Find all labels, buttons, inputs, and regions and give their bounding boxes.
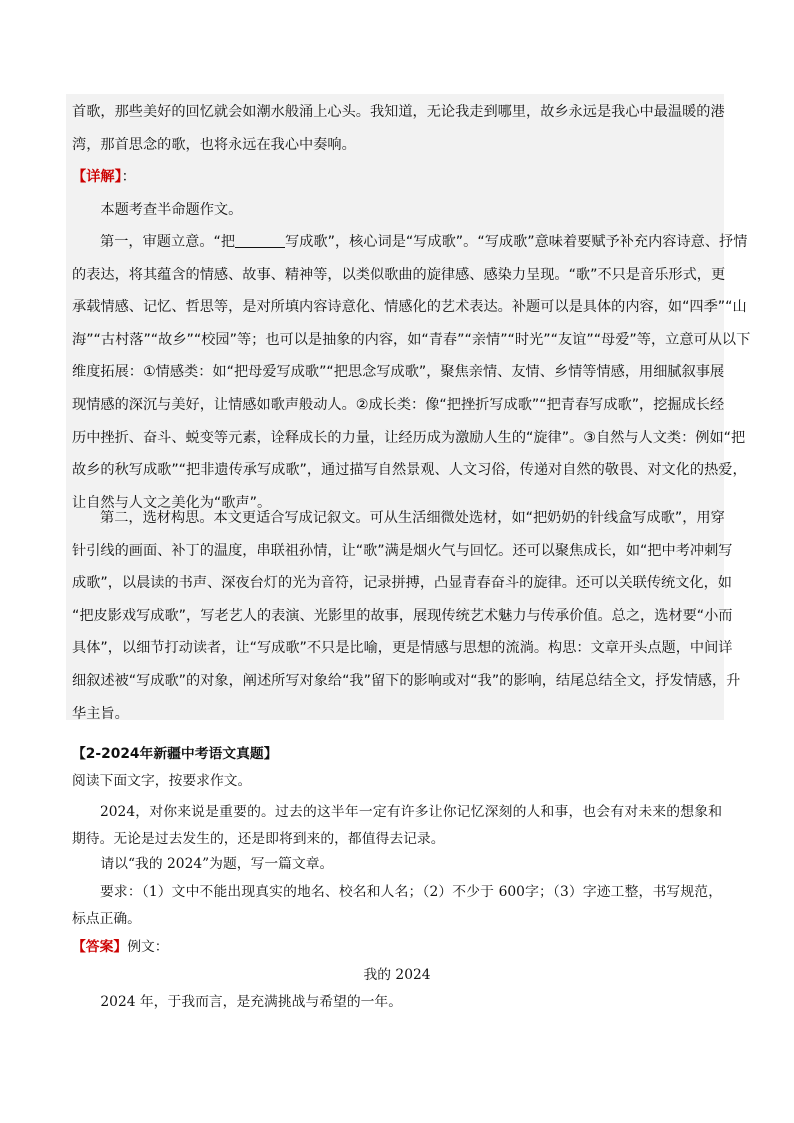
text-line: 本题考查半命题作文。 (100, 202, 243, 218)
text-line: 具体”，以细节打动读者，让“写成歌”不只是比喻，更是情感与思想的流淌。构思：文章开头点题，中间详 (72, 640, 733, 657)
essay-first-line: 2024 年，于我而言，是充满挑战与希望的一年。 (100, 994, 403, 1010)
text-line: 首歌，那些美好的回忆就会如潮水般涌上心头。我知道，无论我走到哪里，故乡永远是我心中最温暖的港 (72, 104, 725, 120)
text-line: 华主旨。 (72, 705, 129, 722)
answer-label: 【答案】 (72, 939, 128, 955)
detail-label: 【详解】 (72, 169, 122, 185)
text-line: 故乡的秋写成歌”“把非遗传承写成歌”，通过描写自然景观、人文习俗，传递对自然的敬畏、对文化的热爱， (72, 462, 747, 479)
analysis-paragraph-1 (72, 194, 722, 227)
detail-heading (72, 161, 722, 194)
answer-text: 例文： (127, 939, 169, 955)
text-line: 现情感的深沉与美好，让情感如歌声般动人。②成长类：像“把挫折写成歌”“把青春写成歌”，挖掘成长经 (72, 396, 725, 413)
text-line: 针引线的画面、补丁的温度，串联祖孙情，让“歌”满是烟火气与回忆。还可以聚焦成长，如“把中考冲刺写 (72, 542, 733, 559)
text-line: 细叙述被“写成歌”的对象，阐述所写对象给“我”留下的影响或对“我”的影响，结尾总结全文，抒发情感，升 (72, 672, 741, 689)
answer-heading (72, 934, 722, 961)
text-line: 第二，选材构思。本文更适合写成记叙文。可从生活细微处选材，如“把奶奶的针线盒写成歌”，用穿 (100, 510, 725, 526)
text-line: 第一，审题立意。“把 写成歌”，核心词是“写成歌”。“写成歌”意味着要赋予补充内容诗意、抒情 (100, 234, 748, 250)
text-line: 期待。无论是过去发生的，还是即将到来的，都值得去记录。 (72, 830, 445, 847)
text-line: “把皮影戏写成歌”，写老艺人的表演、光影里的故事，展现传统艺术魅力与传承价值。总之，选材要“小而 (72, 607, 733, 624)
text-line: 2024，对你来说是重要的。过去的这半年一定有许多让你记忆深刻的人和事，也会有对未来的想象和 (100, 804, 722, 820)
analysis-paragraph-2 (72, 226, 751, 519)
analysis-paragraph-3 (72, 502, 741, 730)
requirements (72, 879, 722, 932)
writing-prompt: 请以“我的 2024”为题，写一篇文章。 (100, 856, 334, 872)
essay-ending-text (72, 96, 725, 161)
text-line: 海”“古村落”“故乡”“校园”等；也可以是抽象的内容，如“青春”“亲情”“时光”“友谊”“母爱”等，立意可从以下 (72, 331, 751, 348)
question-heading: 【2-2024年新疆中考语文真题】 (72, 746, 278, 762)
instruction-text: 阅读下面文字，按要求作文。 (72, 773, 252, 789)
detail-colon: ： (121, 169, 136, 185)
text-line: 让自然与人文之美化为“歌声”。 (72, 494, 272, 511)
text-line: 维度拓展：①情感类：如“把母爱写成歌”“把思念写成歌”，聚焦亲情、友情、乡情等情感，用细腻叙事展 (72, 364, 725, 381)
text-line: 成歌”，以晨读的书声、深夜台灯的光为音符，记录拼搏，凸显青春奋斗的旋律。还可以关联传统文化，如 (72, 575, 732, 592)
text-line: 要求：（1）文中不能出现真实的地名、校名和人名；（2）不少于 600字；（3）字迹工整，书写规范， (100, 884, 722, 900)
text-line: 标点正确。 (72, 910, 141, 927)
essay-title: 我的 2024 (363, 967, 431, 983)
fill-blank (235, 233, 285, 248)
text-line: 承载情感、记忆、哲思等，是对所填内容诗意化、情感化的艺术表达。补题可以是具体的内容，如“四季”“山 (72, 299, 747, 316)
text-line: 历中挫折、奋斗、蜕变等元素，诠释成长的力量，让经历成为激励人生的“旋律”。③自然与人文类：例如“把 (72, 429, 746, 446)
text-line: 湾，那首思念的歌，也将永远在我心中奏响。 (72, 136, 356, 153)
text-line: 的表达，将其蕴含的情感、故事、精神等，以类似歌曲的旋律感、感染力呈现。“歌”不只是音乐形式，更 (72, 266, 726, 283)
prompt-paragraph (72, 799, 722, 852)
